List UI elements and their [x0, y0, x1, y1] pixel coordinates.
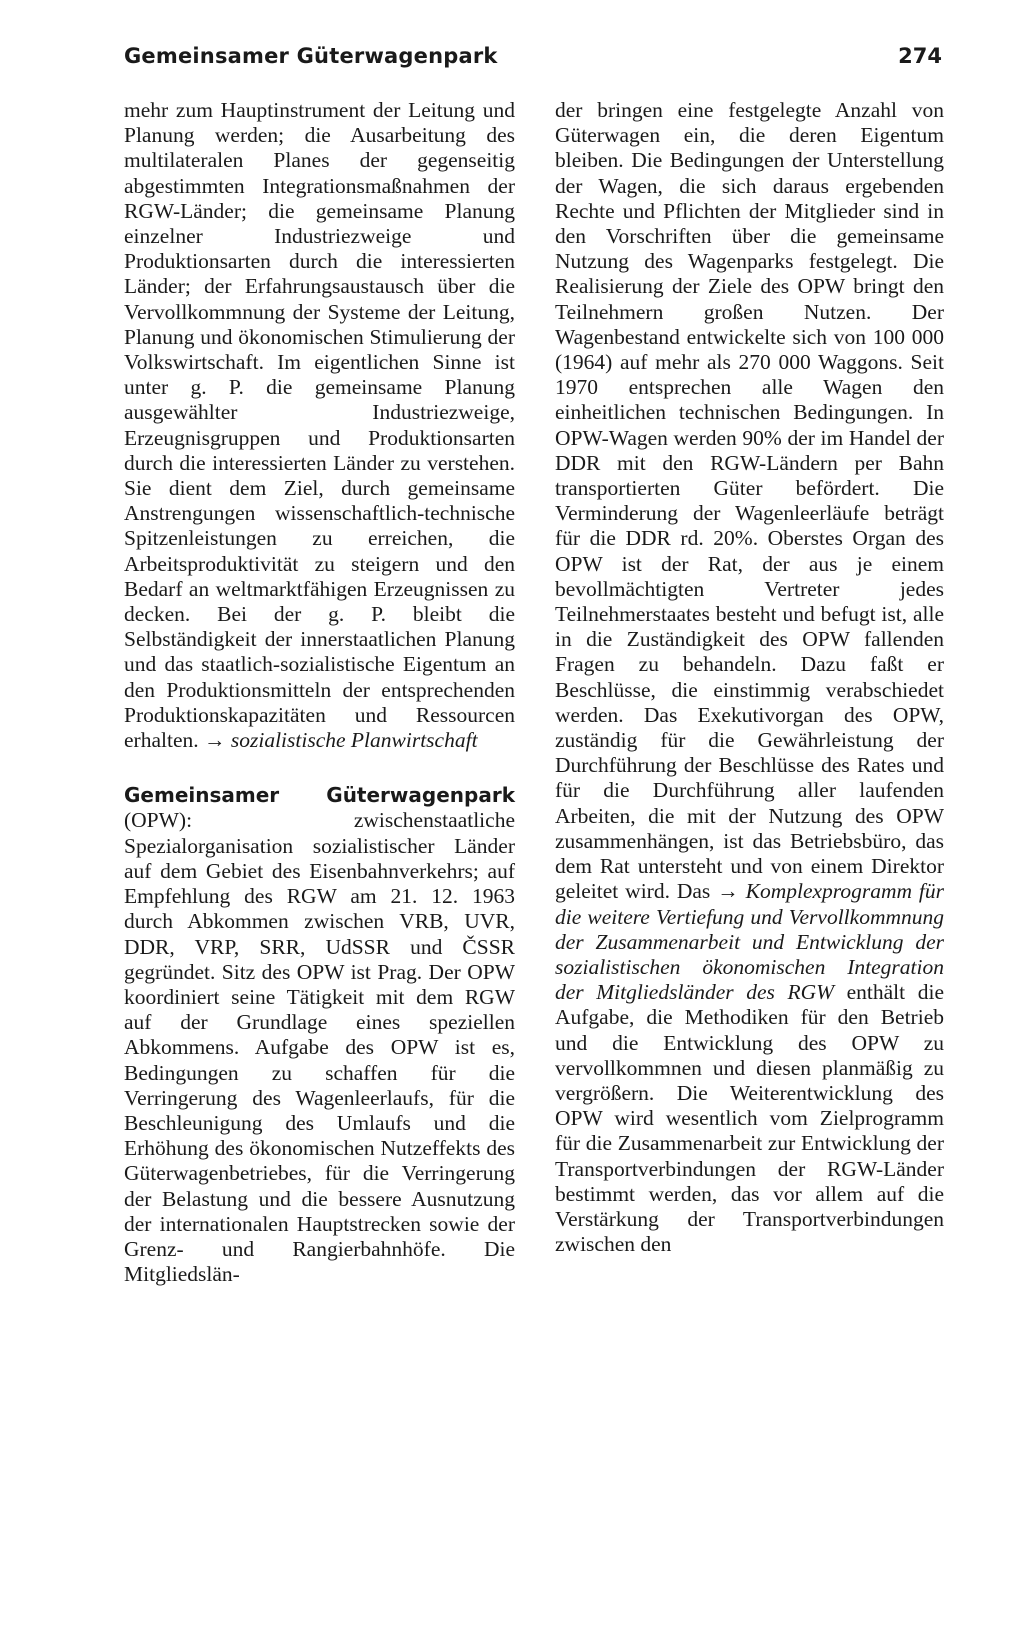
cross-reference-link[interactable]: sozialistische Planwirtschaft [230, 728, 478, 753]
entry-text: (OPW): zwischenstaatliche Spezialorganisation sozialistischer Länder auf dem Gebiet des Eisenbahnverkehrs; auf Empfehlung des RGW am 21. 12. 1963 durch Abkommen zwischen VRB, UVR, DDR, VRP, SRR, UdSSR und ČSSR gegründet. Sitz des OPW ist Prag. Der OPW koordiniert seine Tätigkeit mit dem RGW auf der Grundlage eines speziellen Abkommens. Aufgabe des OPW ist es, Bedingungen zu schaffen für die Verringerung des Wagenleerlaufs, für die Beschleunigung des Umlaufs und die Erhöhung des ökonomischen Nutzeffekts des Güterwagenbetriebes, für die Verringerung der Belastung und die bessere Ausnutzung der internationalen Hauptstrecken sowie der Grenz- und Rangierbahnhöfe. Die Mitgliedslän- [124, 808, 515, 1287]
continued-paragraph [124, 98, 515, 753]
running-head: Gemeinsamer Güterwagenpark [124, 44, 498, 68]
cross-reference-arrow-icon: → [204, 728, 226, 753]
cross-reference-link[interactable]: Komplexprogramm für die weitere Vertiefung und Vervollkommnung der Zusammenarbeit und Entwicklung der sozialistischen ökonomischen Integration der Mitgliedsländer des RGW [555, 879, 945, 1005]
right-column [555, 98, 944, 1257]
dictionary-entry [124, 783, 515, 1287]
continued-entry-paragraph [555, 98, 944, 1257]
entry-spacer [124, 753, 515, 783]
left-column [124, 98, 515, 1287]
paragraph-text-continued: enthält die Aufgabe, die Methodiken für den Betrieb und die Entwicklung des OPW zu vervollkommnen und diesen planmäßig zu vergrößern. Die Weiterentwicklung des OPW wird wesentlich vom Zielprogramm für die Zusammenarbeit zur Entwicklung der Transportverbindungen der RGW-Länder bestimmt werden, das vor allem auf die Verstärkung der Transportverbindungen zwischen den [555, 980, 944, 1257]
page-header [124, 44, 942, 78]
entry-term: Gemeinsamer Güterwagenpark [124, 783, 515, 808]
page-number: 274 [898, 44, 942, 68]
cross-reference-arrow-icon: → [717, 879, 739, 904]
paragraph-text: mehr zum Hauptinstrument der Leitung und Planung werden; die Ausarbeitung des multilateralen Planes der gegenseitig abgestimmten Integrationsmaßnahmen der RGW-Länder; die gemeinsame Planung einzelner Industriezweige und Produktionsarten durch die interessierten Länder; der Erfahrungsaustausch über die Vervollkommnung der Systeme der Leitung, Planung und ökonomischen Stimulierung der Volkswirtschaft. Im eigentlichen Sinne ist unter g. P. die gemeinsame Planung ausgewählter Industriezweige, Erzeugnisgruppen und Produktionsarten durch die interessierten Länder zu verstehen. Sie dient dem Ziel, durch gemeinsame Anstrengungen wissenschaftlich-technische Spitzenleistungen zu erreichen, die Arbeitsproduktivität zu steigern und den Bedarf an weltmarktfähigen Erzeugnissen zu decken. Bei der g. P. bleibt die Selbständigkeit der innerstaatlichen Planung und das staatlich-sozialistische Eigentum an den Produktionsmitteln der entsprechenden Produktionskapazitäten und Ressourcen erhalten. [124, 98, 515, 753]
paragraph-text: der bringen eine festgelegte Anzahl von Güterwagen ein, die deren Eigentum bleiben. Die Bedingungen der Unterstellung der Wagen, die sich daraus ergebenden Rechte und Pflichten der Mitglieder sind in den Vorschriften über die gemeinsame Nutzung des Wagenparks festgelegt. Die Realisierung der Ziele des OPW bringt den Teilnehmern großen Nutzen. Der Wagenbestand entwickelte sich von 100 000 (1964) auf mehr als 270 000 Waggons. Seit 1970 entsprechen alle Wagen den einheitlichen technischen Bedingungen. In OPW-Wagen werden 90% der im Handel der DDR mit den RGW-Ländern per Bahn transportierten Güter befördert. Die Verminderung der Wagenleerläufe beträgt für die DDR rd. 20%. Oberstes Organ des OPW ist der Rat, der aus je einem bevollmächtigten Vertreter jedes Teilnehmerstaates besteht und befugt ist, alle in die Zuständigkeit des OPW fallenden Fragen zu behandeln. Dazu faßt er Beschlüsse, die einstimmig verabschiedet werden. Das Exekutivorgan des OPW, zuständig für die Gewährleistung der Durchführung der Beschlüsse des Rates und für die Durchführung aller laufenden Arbeiten, die mit der Nutzung des OPW zusammenhängen, ist das Betriebsbüro, das dem Rat untersteht und von einem Direktor geleitet wird. Das [555, 98, 944, 904]
